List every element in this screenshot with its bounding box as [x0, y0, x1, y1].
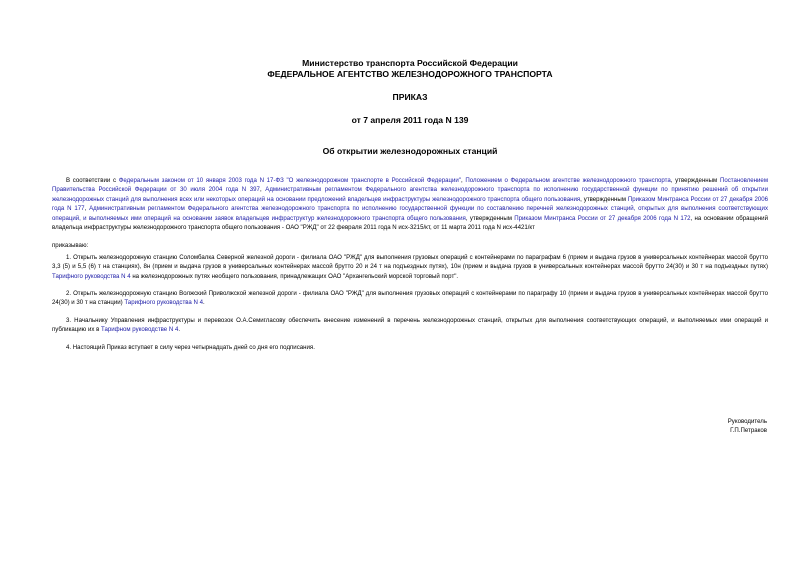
order-item-1 [52, 253, 768, 281]
item-text: 3. Начальнику Управления инфраструктуры и перевозок О.А.Семигласову обеспечить внесение изменений в перечень железнодорожных станций, открытых для выполнения соответствующих операций, и выполняемых ими операций и публикацию их в [52, 316, 768, 334]
item-text: 1. Открыть железнодорожную станцию Соломбалка Северной железной дороги - филиала ОАО "РЖД" для выполнения грузовых операций с контейнерами по параграфам 6 (прием и выдача грузов в универсальных контейнерах массой брутто 3,3 (5) и 5,5 (6) т на станциях), 8н (прием и выдача грузов в универсальных контейнерах массой брутто 20 и 24 т на подъездных путях), 10н (прием и выдача грузов в универсальных контейнерах массой брутто 24(30) и 30 т на подъездных путях) [52, 253, 768, 271]
intro-text: , утвержденным [580, 195, 628, 203]
link-tariff-guide-4[interactable]: Тарифного руководства N 4 [124, 299, 203, 307]
intro-text: , [461, 177, 466, 184]
intro-text: В соответствии с [66, 177, 119, 184]
link-admin-regulation-opening[interactable]: Административным регламентом Федерального агентства железнодорожного транспорта по исполнению государственной функции по принятию решений об открытии железнодорожных станций для выполнения всех или некоторых операций на основании предложений владельцев инфраструктуры железнодорожного транспорта общего пользования [52, 186, 768, 203]
intro-paragraph [52, 176, 768, 232]
item-text: на железнодорожных путях необщего пользования, принадлежащих ОАО "Архангельский морской торговый порт". [130, 272, 459, 280]
link-tariff-guide-4[interactable]: Тарифного руководства N 4 [52, 272, 131, 280]
item-text: . [202, 299, 205, 307]
document-subject: Об открытии железнодорожных станций [322, 146, 498, 156]
link-admin-regulation-lists[interactable]: Административным регламентом Федерального агентства железнодорожного транспорта по исполнению государственной функции по составлению перечней железнодорожных станций, открытых для выполнения соответствующих операций, и выполняемых ими операций на основании заявок владельцев инфраструктур железнодорожного транспорта общего пользования [52, 205, 769, 222]
signature-title: Руководитель [727, 418, 767, 425]
order-item-3 [52, 316, 768, 335]
item-text: 4. Настоящий Приказ вступает в силу через четырнадцать дней со дня его подписания. [66, 343, 315, 351]
signature-block [728, 417, 767, 436]
document-date-number: от 7 апреля 2011 года N 139 [351, 115, 469, 125]
order-item-2 [52, 289, 768, 308]
item-text: 2. Открыть железнодорожную станцию Волжский Приволжской железной дороги - филиала ОАО "РЖД" для выполнения грузовых операций с контейнерами по параграфу 10 (прием и выдача грузов в универсальных контейнерах массой брутто 24(30) и 30 т на станции) [52, 290, 768, 307]
link-order-172[interactable]: Приказом Минтранса России от 27 декабря 2006 года N 172 [514, 214, 691, 222]
ministry-title: Министерство транспорта Российской Федерации [302, 58, 518, 68]
intro-text: , утвержденным [465, 214, 515, 222]
link-tariff-guide-4[interactable]: Тарифном руководстве N 4 [101, 326, 179, 334]
document-type: ПРИКАЗ [392, 92, 428, 102]
order-word: приказываю: [52, 242, 89, 250]
signature-name: Г.П.Петраков [730, 427, 767, 435]
intro-text: , [84, 205, 90, 213]
link-agency-regulation[interactable]: Положением о Федеральном агентстве железнодорожного транспорта [465, 177, 671, 184]
item-text: . [178, 326, 181, 334]
order-item-4 [52, 343, 768, 352]
intro-text: , на основании обращений владельца инфраструктуры железнодорожного транспорта общего пользования - ОАО "РЖД" от 22 февраля 2011 года N исх-3215/кт, от 11 марта 2011 года N исх-4421/кт [52, 214, 768, 232]
link-government-decree[interactable]: Постановлением Правительства Российской Федерации от 30 июля 2004 года N 397 [52, 177, 769, 194]
intro-text: , утвержденным [670, 177, 720, 184]
intro-text: , [259, 186, 266, 194]
document-page [52, 58, 768, 352]
link-federal-law[interactable]: Федеральным законом от 10 января 2003 года N 17-ФЗ "О железнодорожном транспорте в Российской Федерации" [118, 177, 461, 184]
link-order-177[interactable]: Приказом Минтранса России от 27 декабря 2006 года N 177 [52, 195, 768, 213]
agency-title: ФЕДЕРАЛЬНОЕ АГЕНТСТВО ЖЕЛЕЗНОДОРОЖНОГО ТРАНСПОРТА [267, 69, 553, 79]
